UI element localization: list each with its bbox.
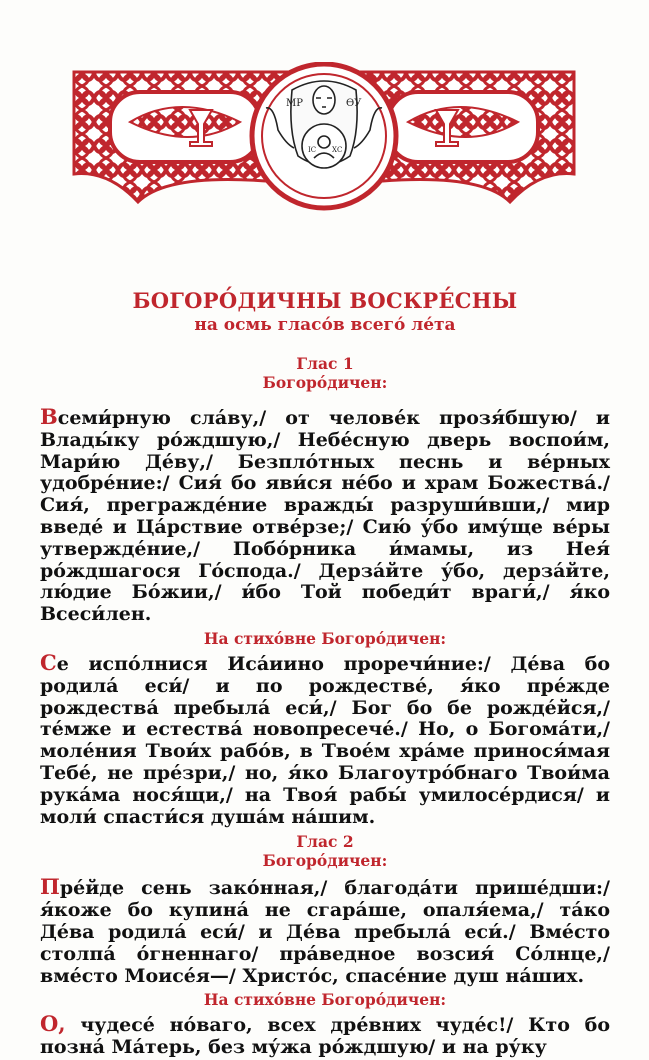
glas2-body: ре́йде сень зако́нная,/ благода́ти прише́дши:/ я́коже бо купина́ не сгара́ше, опаля́ема,/ та́ко Де́ва родила́ еси́/ и Де́ва пребыла́ еси́./ Вме́сто столпа́ о́гненнаго/ пра́ведное возсия́ Со́лнце,/ вме́сто Моисе́я—/ Христо́с, спасе́ние душ на́ших. <box>40 877 610 987</box>
glas1-body: семи́рную сла́ву,/ от челове́к прозя́бшую/ и Влады́ку ро́ждшую,/ Небе́сную дверь воспои́м, Мари́ю Де́ву,/ Безпло́тных песнь и ве́рных удобре́ние:/ Сия́ бо яви́ся не́бо и храм Божества́./ Сия́, прегражде́ние вражды́ разруши́вши,/ мир введе́ и Ца́рствие отве́рзе;/ Сию́ у́бо иму́ще ве́ры утвержде́ние,/ Побо́рника и́мамы, из Нея́ ро́ждшагося Го́спода./ Дерза́йте у́бо, дерза́йте, лю́дие Бо́жии,/ и́бо Той победи́т враги́,/ я́ко Всеси́лен. <box>40 407 610 626</box>
glas1-text <box>40 406 610 626</box>
glas2-stich-body: чудесе́ но́ваго, всех дре́вних чуде́с!/ Кто бо позна́ Ма́терь, без му́жа ро́ждшую/ и на ру́ку <box>40 1014 610 1059</box>
glas2-stich-label: На стихо́вне Богоро́дичен: <box>203 990 447 1010</box>
main-content <box>40 350 610 1059</box>
glas1-stich-body: е испо́лнися Иса́иино проречи́ние:/ Де́ва бо родила́ еси́/ и по рождестве́, я́ко пре́жде рождества́ пребыла́ еси́,/ Бог бо бе рожде́йся,/те́мже и естества́ новопресече́./ Но, о Богома́ти,/ моле́ния Твои́х рабо́в, в Твое́м хра́ме принося́мая Тебе́, не пре́зри,/ но, я́ко Благоутро́бнаго Твои́ма рука́ма нося́щи,/ на Твоя́ рабы́ умилосе́рдися/ и моли́ спасти́ся душа́м на́шим. <box>40 652 610 828</box>
glas1-stich-text <box>40 649 610 828</box>
glas1-heading <box>40 354 610 392</box>
page-title: БОГОРО́ДИЧНЫ ВОСКРЕ́СНЫ <box>132 288 518 313</box>
glas1-label: Глас 1 <box>296 354 354 373</box>
title-block <box>40 288 610 336</box>
glas2-label: Глас 2 <box>296 832 354 852</box>
drop-initial: С <box>40 649 57 675</box>
drop-initial: О, <box>40 1011 66 1037</box>
icon-label-left: МР <box>286 98 303 109</box>
glas2-sub: Богоро́дичен: <box>262 851 388 871</box>
page-subtitle: на осмь гласо́в всего́ ле́та <box>194 315 456 335</box>
medallion-label-left: ІС <box>308 146 317 154</box>
medallion-label-right: ХС <box>332 146 343 154</box>
glas1-stich-label: На стихо́вне Богоро́дичен: <box>203 628 447 648</box>
icon-label-right: ѲУ <box>346 98 362 109</box>
drop-initial: В <box>40 404 58 429</box>
drop-initial: П <box>40 874 60 900</box>
ornamental-headpiece <box>70 62 578 212</box>
glas2-heading <box>40 832 610 870</box>
glas2-stich-text <box>40 1013 610 1059</box>
glas2-text <box>40 876 610 987</box>
glas1-sub: Богоро́дичен: <box>262 373 388 392</box>
